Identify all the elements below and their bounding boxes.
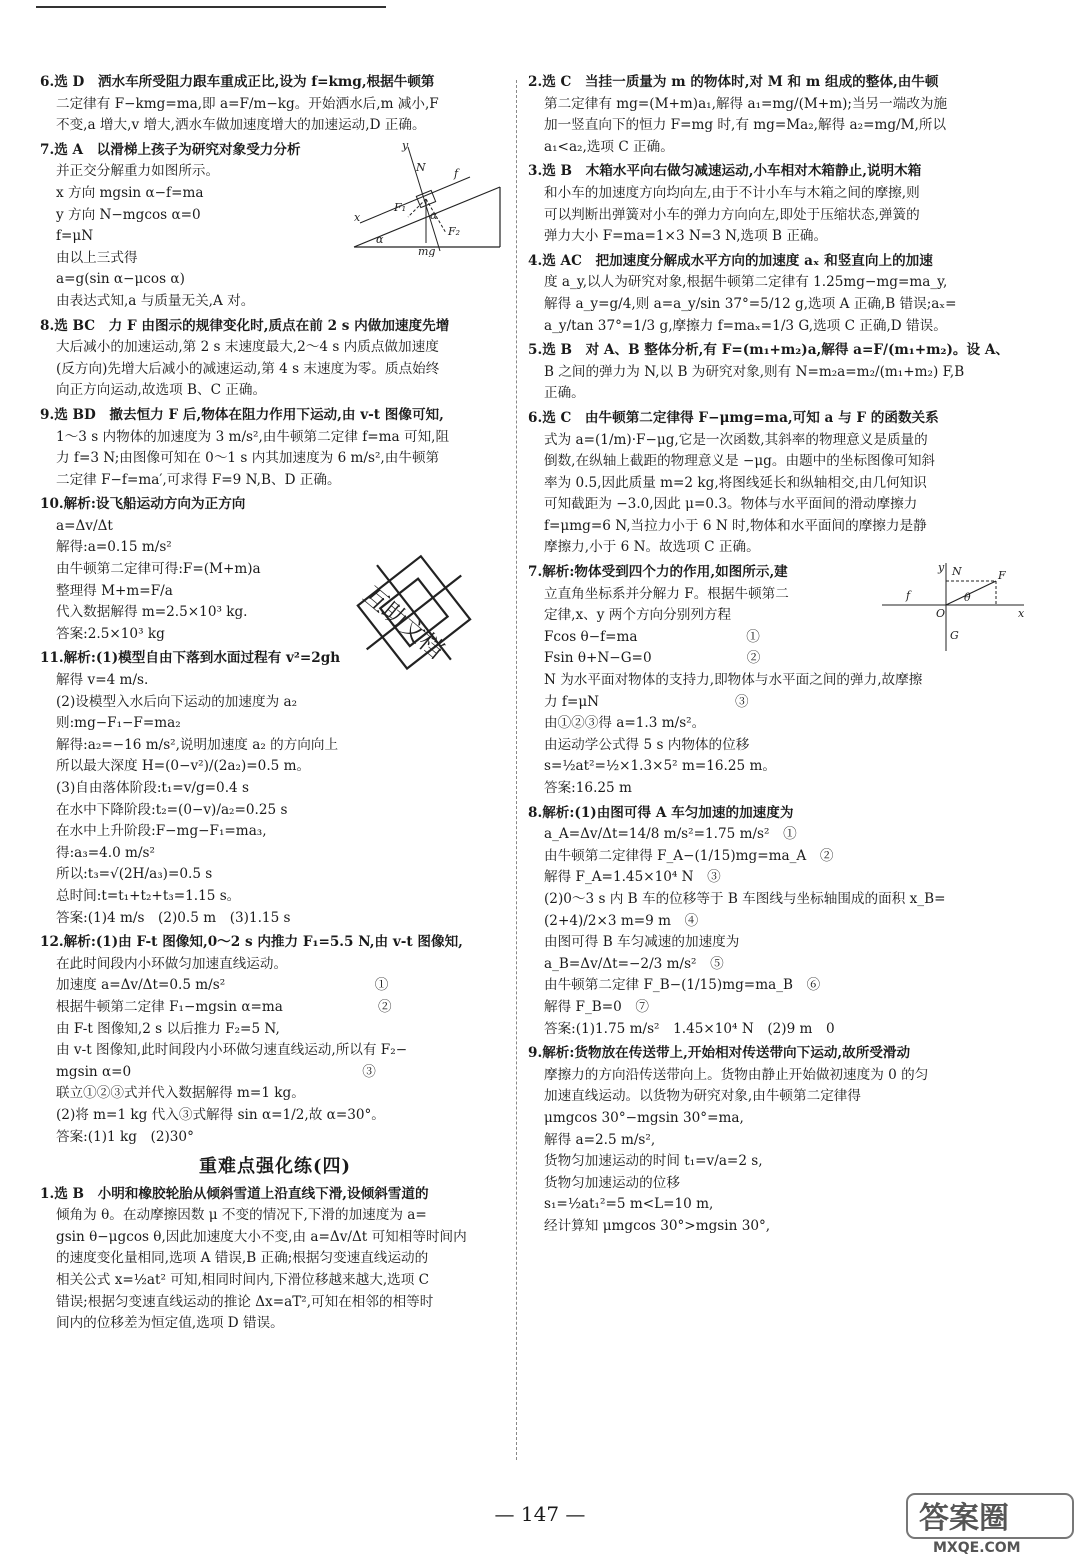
- right-text-line: 9.解析:货物放在传送带上,开始相对传送带向下运动,故所受滑动: [528, 1045, 911, 1062]
- left-text-line: f=μN: [56, 228, 94, 245]
- fig1-label-alpha-2: α: [430, 208, 438, 222]
- right-text-line: a_A=Δv/Δt=14/8 m/s²=1.75 m/s² ①: [544, 826, 797, 843]
- right-text-line: 加一竖直向下的恒力 F=mg 时,有 mg=Ma₂,解得 a₂=mg/M,所以: [544, 117, 947, 134]
- right-text-line: 摩擦力,小于 6 N。故选项 C 正确。: [544, 539, 760, 556]
- watermark-text: 互助文档: [357, 581, 450, 665]
- fig2-label-f: f: [906, 589, 911, 603]
- left-text-line: 力 f=3 N;由图像可知在 0～1 s 内其加速度为 6 m/s²,由牛顿第: [56, 450, 440, 467]
- right-text-line: 由牛顿第二定律得 F_A−(1/15)mg=ma_A ②: [544, 847, 834, 864]
- right-text-line: Fsin θ+N−G=0 ②: [544, 650, 761, 667]
- right-text-line: Fcos θ−f=ma ①: [544, 628, 760, 645]
- fig2-label-g: G: [950, 629, 959, 643]
- fig1-label-y: y: [402, 138, 409, 152]
- fig1-label-alpha: α: [376, 232, 384, 246]
- left-text-line: a=g(sin α−μcos α): [56, 271, 185, 288]
- left-text-line: (2)设模型入水后向下运动的加速度为 a₂: [56, 693, 298, 710]
- left-text-line: 解得:a₂=−16 m/s²,说明加速度 a₂ 的方向向上: [56, 736, 339, 753]
- right-text-line: 弹力大小 F=ma=1×3 N=3 N,选项 B 正确。: [544, 228, 828, 245]
- fig1-label-mg: mg: [418, 244, 436, 257]
- left-text-line: 二定律有 F−kmg=ma,即 a=F/m−kg。开始洒水后,m 减小,F: [56, 95, 439, 112]
- right-text-line: 由图可得 B 车匀减速的加速度为: [544, 934, 740, 951]
- left-text-line: 代入数据解得 m=2.5×10³ kg.: [56, 604, 248, 621]
- right-text-line: 解得 a=2.5 m/s²,: [544, 1131, 656, 1148]
- right-text-line: 倒数,在纵轴上截距的物理意义是 −μg。由题中的坐标图像可知斜: [544, 453, 936, 470]
- left-text-line: 解得:a=0.15 m/s²: [56, 539, 172, 556]
- right-text-line: 率为 0.5,因此质量 m=2 kg,将图线延长和纵轴相交,由几何知识: [544, 474, 927, 491]
- left-text-line: 间内的位移差为恒定值,选项 D 错误。: [56, 1315, 284, 1332]
- left-text-line: 8.选 BC 力 F 由图示的规律变化时,质点在前 2 s 内做加速度先增: [40, 317, 450, 334]
- right-text-line: s=½at²=½×1.3×5² m=16.25 m。: [544, 758, 776, 775]
- left-text-line: 总时间:t=t₁+t₂+t₃=1.15 s。: [56, 887, 241, 904]
- right-text-line: B 之间的弹力为 N,以 B 为研究对象,则有 N=m₂a=m₂/(m₁+m₂) F,B: [544, 363, 965, 380]
- left-text-line: 9.选 BD 撤去恒力 F 后,物体在阻力作用下运动,由 v-t 图像可知,: [40, 406, 444, 423]
- fig2-label-theta: θ: [964, 591, 971, 605]
- site-logo: [905, 1490, 1075, 1556]
- left-text-line: 得:a₃=4.0 m/s²: [56, 844, 155, 861]
- left-text-line: 在水中下降阶段:t₂=(0−v)/a₂=0.25 s: [56, 801, 288, 818]
- right-text-line: 货物匀加速运动的位移: [544, 1174, 680, 1191]
- right-text-line: s₁=½at₁²=5 m<L=10 m,: [544, 1196, 714, 1213]
- left-text-line: 在水中上升阶段:F−mg−F₁=ma₃,: [56, 823, 267, 840]
- right-text-line: a_y/tan 37°=1/3 g,摩擦力 f=maₓ=1/3 G,选项 C 正确,D 错误。: [544, 317, 947, 334]
- right-text-line: μmgcos 30°−mgsin 30°=ma,: [544, 1109, 744, 1126]
- right-text-line: 和小车的加速度方向均向左,由于不计小车与木箱之间的摩擦,则: [544, 184, 920, 201]
- left-text-line: (反方向)先增大后减小的减速运动,第 4 s 末速度为零。质点始终: [56, 360, 440, 377]
- left-text-line: 1～3 s 内物体的加速度为 3 m/s²,由牛顿第二定律 f=ma 可知,阻: [56, 428, 450, 445]
- right-text-line: 式为 a=(1/m)·F−μg,它是一次函数,其斜率的物理意义是质量的: [544, 431, 928, 448]
- right-text-line: 8.解析:(1)由图可得 A 车匀加速的加速度为: [528, 804, 794, 821]
- left-text-line: 联立①②③式并代入数据解得 m=1 kg。: [56, 1085, 305, 1102]
- right-text-line: 度 a_y,以人为研究对象,根据牛顿第二定律有 1.25mg−mg=ma_y,: [544, 274, 948, 291]
- left-text-line: 由以上三式得: [56, 249, 138, 266]
- right-text-line: 可以判断出弹簧对小车的弹力方向向左,即处于压缩状态,弹簧的: [544, 206, 920, 223]
- left-text-line: 的速度变化量相同,选项 A 错误,B 正确;根据匀变速直线运动的: [56, 1250, 429, 1267]
- left-text-line: 11.解析:(1)模型自由下落到水面过程有 v²=2gh: [40, 650, 341, 667]
- left-text-line: 答案:(1)4 m/s (2)0.5 m (3)1.15 s: [56, 909, 291, 926]
- right-text-line: 可知截距为 −3.0,因此 μ=0.3。物体与水平面间的滑动摩擦力: [544, 496, 918, 513]
- page-number: — 147 —: [494, 1502, 586, 1526]
- right-text-line: 6.选 C 由牛顿第二定律得 F−μmg=ma,可知 a 与 F 的函数关系: [528, 409, 939, 426]
- fig2-label-y: y: [938, 561, 945, 575]
- right-text-line: a_B=Δv/Δt=−2/3 m/s² ⑤: [544, 955, 724, 972]
- left-text-line: mgsin α=0 ③: [56, 1063, 376, 1080]
- right-text-line: N 为水平面对物体的支持力,即物体与水平面之间的弹力,故摩擦: [544, 672, 923, 689]
- left-text-line: 并正交分解重力如图所示。: [56, 163, 220, 180]
- left-text-line: 向正方向运动,故选项 B、C 正确。: [56, 382, 267, 399]
- left-text-line: 倾角为 θ。在动摩擦因数 μ 不变的情况下,下滑的加速度为 a=: [56, 1207, 427, 1224]
- right-text-line: 答案:16.25 m: [544, 780, 632, 796]
- right-text-line: 货物匀加速运动的时间 t₁=v/a=2 s,: [544, 1153, 763, 1170]
- right-text-line: 定律,x、y 两个方向分别列方程: [544, 607, 732, 624]
- left-text-line: 6.选 D 洒水车所受阻力跟车重成正比,设为 f=kmg,根据牛顿第: [40, 74, 435, 90]
- right-text-line: 答案:(1)1.75 m/s² 1.45×10⁴ N (2)9 m 0: [544, 1020, 835, 1037]
- left-text-line: a=Δv/Δt: [56, 517, 113, 534]
- left-text-line: 所以:t₃=√(2H/a₃)=0.5 s: [56, 866, 213, 883]
- left-text-line: 所以最大深度 H=(0−v²)/(2a₂)=0.5 m。: [56, 758, 311, 775]
- watermark-stamp: [340, 520, 530, 710]
- top-rule: [36, 6, 386, 8]
- fig2-label-x: x: [1018, 607, 1025, 621]
- right-text-line: (2)0～3 s 内 B 车的位移等于 B 车图线与坐标轴围成的面积 x_B=: [544, 890, 946, 907]
- left-text-line: 则:mg−F₁−F=ma₂: [56, 715, 181, 732]
- section-title: 重难点强化练(四): [198, 1156, 352, 1178]
- left-text-line: 12.解析:(1)由 F-t 图像知,0～2 s 内推力 F₁=5.5 N,由 v-t 图像知,: [40, 934, 463, 951]
- fig1-label-x: x: [354, 210, 361, 224]
- left-text-line: (2)将 m=1 kg 代入③式解得 sin α=1/2,故 α=30°。: [56, 1106, 385, 1123]
- left-text-line: 由 F-t 图像知,2 s 以后推力 F₂=5 N,: [56, 1020, 280, 1037]
- right-text-line: 第二定律有 mg=(M+m)a₁,解得 a₁=mg/(M+m);当另一端改为施: [544, 95, 948, 112]
- left-text-line: 1.选 B 小明和橡胶轮胎从倾斜雪道上沿直线下滑,设倾斜雪道的: [40, 1185, 429, 1202]
- coordinate-force-diagram: [878, 559, 1028, 655]
- left-text-line: 在此时间段内小环做匀加速直线运动。: [56, 955, 288, 972]
- left-text-line: 由表达式知,a 与质量无关,A 对。: [56, 292, 255, 309]
- fig1-label-f: f: [454, 166, 459, 180]
- left-text-line: 答案:2.5×10³ kg: [56, 625, 165, 642]
- incline-force-diagram: [350, 137, 510, 257]
- left-text-line: 7.选 A 以滑梯上孩子为研究对象受力分析: [40, 141, 301, 158]
- right-text-line: 由牛顿第二定律 F_B−(1/15)mg=ma_B ⑥: [544, 977, 821, 994]
- right-text-line: a₁<a₂,选项 C 正确。: [544, 138, 674, 155]
- left-text-line: y 方向 N−mgcos α=0: [56, 206, 201, 223]
- logo-url: MXQE.COM: [933, 1540, 1021, 1556]
- right-text-line: 2.选 C 当挂一质量为 m 的物体时,对 M 和 m 组成的整体,由牛顿: [528, 74, 939, 90]
- right-text-line: 7.解析:物体受到四个力的作用,如图所示,建: [528, 564, 788, 581]
- fig2-label-force: F: [998, 569, 1006, 583]
- left-text-line: 错误;根据匀变速直线运动的推论 Δx=aT²,可知在相邻的相等时: [56, 1293, 434, 1310]
- right-text-line: f=μmg=6 N,当拉力小于 6 N 时,物体和水平面间的摩擦力是静: [544, 517, 927, 534]
- right-text-line: 立直角坐标系并分解力 F。根据牛顿第二: [544, 585, 789, 602]
- left-text-line: 相关公式 x=½at² 可知,相同时间内,下滑位移越来越大,选项 C: [56, 1272, 430, 1289]
- fig1-label-n: N: [416, 160, 426, 174]
- right-text-line: 解得 a_y=g/4,则 a=a_y/sin 37°=5/12 g,选项 A 正确,B 错误;aₓ=: [544, 295, 957, 312]
- right-text-line: 力 f=μN ③: [544, 693, 749, 710]
- right-text-line: 解得 F_A=1.45×10⁴ N ③: [544, 869, 721, 886]
- left-text-line: x 方向 mgsin α−f=ma: [56, 184, 204, 201]
- left-text-line: 由牛顿第二定律可得:F=(M+m)a: [56, 561, 261, 578]
- right-text-line: 4.选 AC 把加速度分解成水平方向的加速度 aₓ 和竖直向上的加速: [528, 252, 933, 269]
- fig2-label-n: N: [952, 565, 962, 579]
- right-text-line: 5.选 B 对 A、B 整体分析,有 F=(m₁+m₂)a,解得 a=F/(m₁+m₂)。设 A、: [528, 342, 1009, 359]
- left-text-line: 不变,a 增大,v 增大,洒水车做加速度增大的加速运动,D 正确。: [56, 117, 426, 134]
- fig1-label-f1: F₁: [394, 200, 407, 214]
- right-text-line: 摩擦力的方向沿传送带向上。货物由静止开始做初速度为 0 的匀: [544, 1066, 929, 1083]
- left-text-line: 根据牛顿第二定律 F₁−mgsin α=ma ②: [56, 998, 392, 1015]
- fig1-label-f2: F₂: [448, 224, 461, 238]
- left-text-line: 整理得 M+m=F/a: [56, 582, 173, 599]
- right-text-line: 经计算知 μmgcos 30°>mgsin 30°,: [544, 1217, 771, 1234]
- left-text-line: 二定律 F−f=ma′,可求得 F=9 N,B、D 正确。: [56, 471, 341, 488]
- left-text-line: 10.解析:设飞船运动方向为正方向: [40, 496, 246, 513]
- left-text-line: 大后减小的加速运动,第 2 s 末速度最大,2～4 s 内质点做加速度: [56, 339, 439, 356]
- right-text-line: 加速直线运动。以货物为研究对象,由牛顿第二定律得: [544, 1088, 861, 1105]
- right-text-line: 由运动学公式得 5 s 内物体的位移: [544, 736, 750, 753]
- left-text-line: 由 v-t 图像知,此时间段内小环做匀速直线运动,所以有 F₂−: [56, 1042, 408, 1059]
- right-text-line: 解得 F_B=0 ⑦: [544, 998, 649, 1015]
- left-text-line: 答案:(1)1 kg (2)30°: [56, 1128, 194, 1145]
- right-column: [528, 72, 1028, 1237]
- right-text-line: 正确。: [544, 385, 585, 402]
- left-text-line: gsin θ−μgcos θ,因此加速度大小不变,由 a=Δv/Δt 可知相等时间内: [56, 1228, 467, 1245]
- right-text-line: (2+4)/2×3 m=9 m ④: [544, 912, 699, 929]
- right-text-line: 3.选 B 木箱水平向右做匀减速运动,小车相对木箱静止,说明木箱: [528, 163, 922, 180]
- column-divider: [516, 80, 517, 1460]
- logo-chars: 答案圈: [919, 1501, 1009, 1536]
- left-text-line: 加速度 a=Δv/Δt=0.5 m/s² ①: [56, 977, 389, 994]
- right-text-line: 由①②③得 a=1.3 m/s²。: [544, 715, 706, 732]
- left-text-line: (3)自由落体阶段:t₁=v/g=0.4 s: [56, 780, 249, 796]
- left-text-line: 解得 v=4 m/s.: [56, 672, 149, 689]
- fig2-label-o: O: [936, 607, 946, 621]
